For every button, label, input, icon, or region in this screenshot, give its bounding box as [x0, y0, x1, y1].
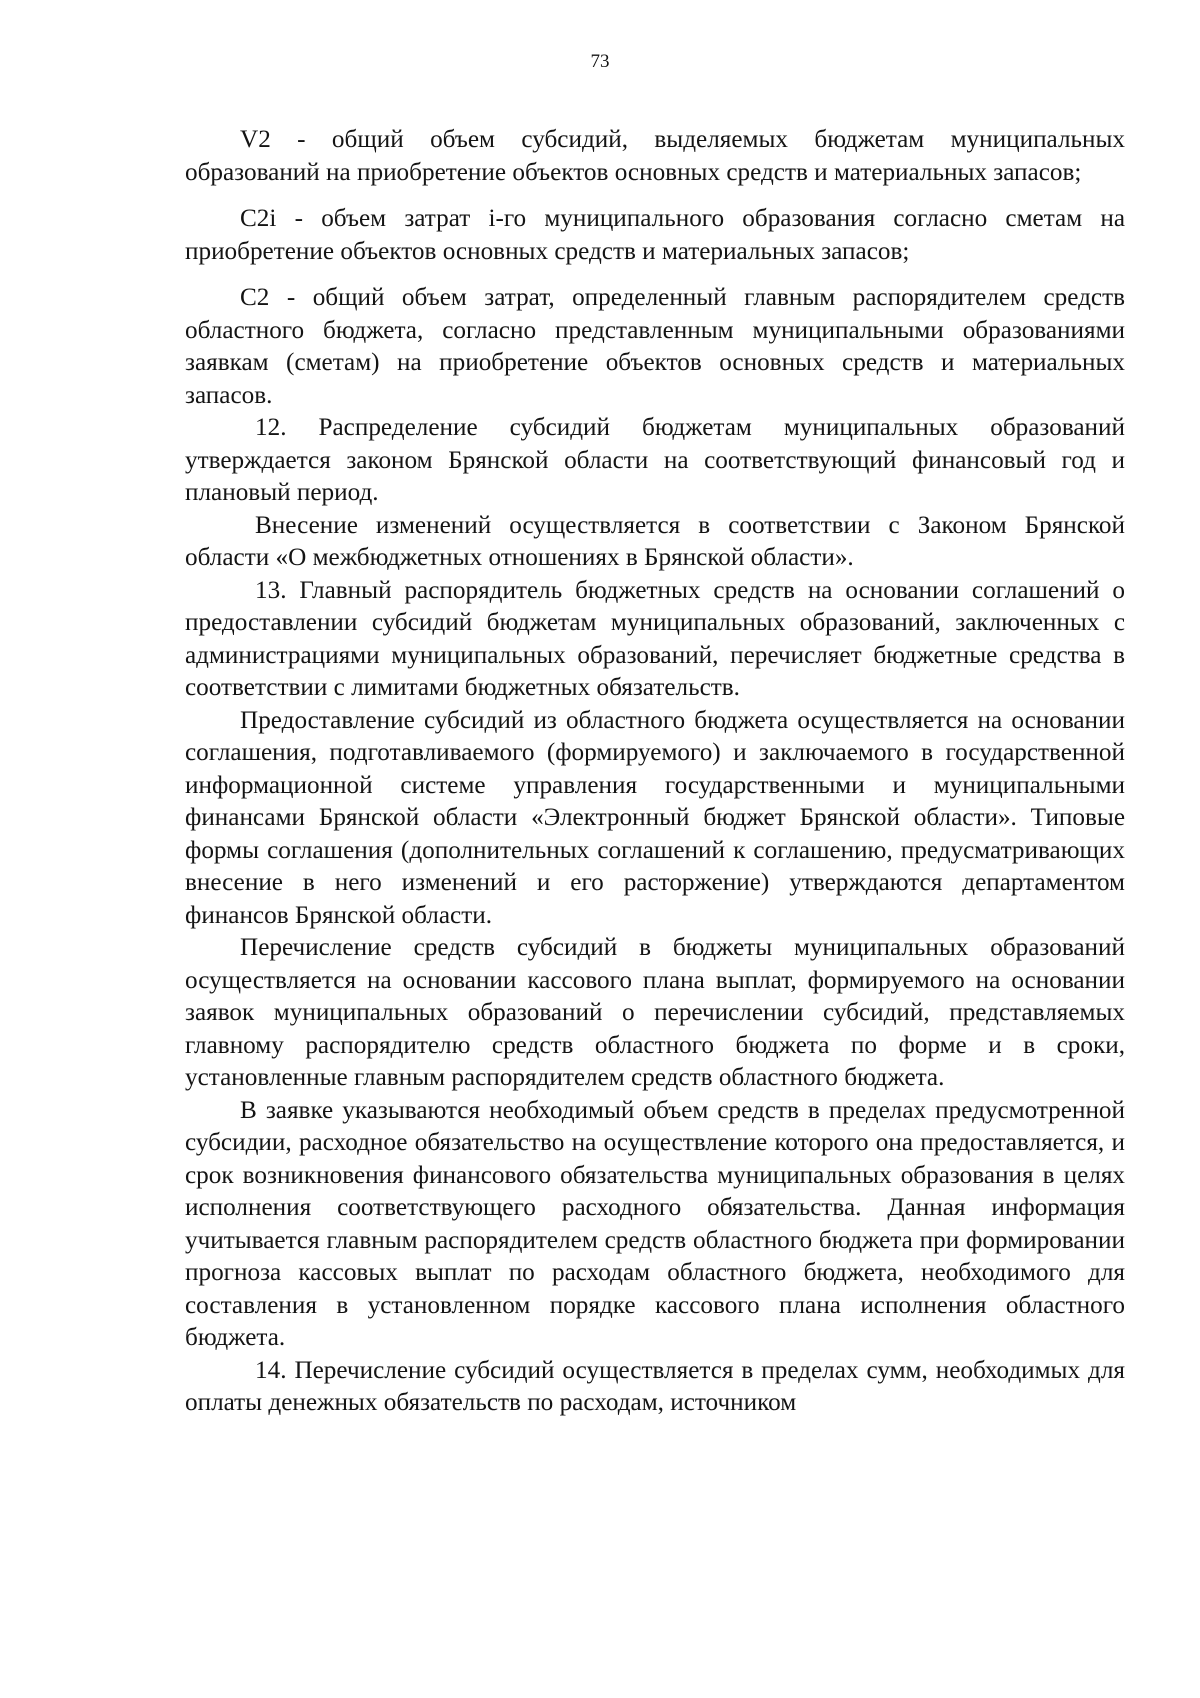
- page-number: 73: [590, 51, 610, 72]
- paragraph-c2-definition: С2 - общий объем затрат, определенный главным распорядителем средств областного бюджета, согласно представленным муниципальными образованиями заявкам (сметам) на приобретение объектов основных средств и материальных запасов.: [185, 284, 1125, 409]
- paragraph-v2-definition: V2 - общий объем субсидий, выделяемых бюджетам муниципальных образований на приобретение объектов основных средств и материальных запасов;: [185, 126, 1125, 186]
- paragraph-transfer: Перечисление средств субсидий в бюджеты муниципальных образований осуществляется на основании кассового плана выплат, формируемого на основании заявок муниципальных образований о перечислении субсидий, представляемых главному распорядителю средств областного бюджета по форме и в сроки, установленные главным распорядителем средств областного бюджета.: [185, 934, 1125, 1091]
- paragraph-item-12: 12. Распределение субсидий бюджетам муниципальных образований утверждается законом Брянской области на соответствующий финансовый год и плановый период.: [185, 414, 1125, 506]
- paragraph-item-13: 13. Главный распорядитель бюджетных средств на основании соглашений о предоставлении субсидий бюджетам муниципальных образований, заключенных с администрациями муниципальных образований, перечисляет бюджетные средства в соответствии с лимитами бюджетных обязательств.: [185, 576, 1125, 701]
- document-body: [185, 124, 1125, 1420]
- paragraph-agreement: Предоставление субсидий из областного бюджета осуществляется на основании соглашения, подготавливаемого (формируемого) и заключаемого в государственной информационной системе управления государственными и муниципальными финансами Брянской области «Электронный бюджет Брянской области». Типовые формы соглашения (дополнительных соглашений к соглашению, предусматривающих внесение в него изменений и его расторжение) утверждаются департаментом финансов Брянской области.: [185, 706, 1125, 929]
- paragraph-c2i-definition: C2i - объем затрат i-го муниципального образования согласно сметам на приобретение объектов основных средств и материальных запасов;: [185, 205, 1125, 265]
- paragraph-application: В заявке указываются необходимый объем средств в пределах предусмотренной субсидии, расходное обязательство на осуществление которого она предоставляется, и срок возникновения финансового обязательства муниципальных образования в целях исполнения соответствующего расходного обязательства. Данная информация учитывается главным распорядителем средств областного бюджета при формировании прогноза кассовых выплат по расходам областного бюджета, необходимого для составления в установленном порядке кассового плана исполнения областного бюджета.: [185, 1096, 1125, 1351]
- paragraph-item-14: 14. Перечисление субсидий осуществляется в пределах сумм, необходимых для оплаты денежных обязательств по расходам, источником: [185, 1356, 1125, 1416]
- paragraph-amendments: Внесение изменений осуществляется в соответствии с Законом Брянской области «О межбюджетных отношениях в Брянской области».: [185, 511, 1125, 571]
